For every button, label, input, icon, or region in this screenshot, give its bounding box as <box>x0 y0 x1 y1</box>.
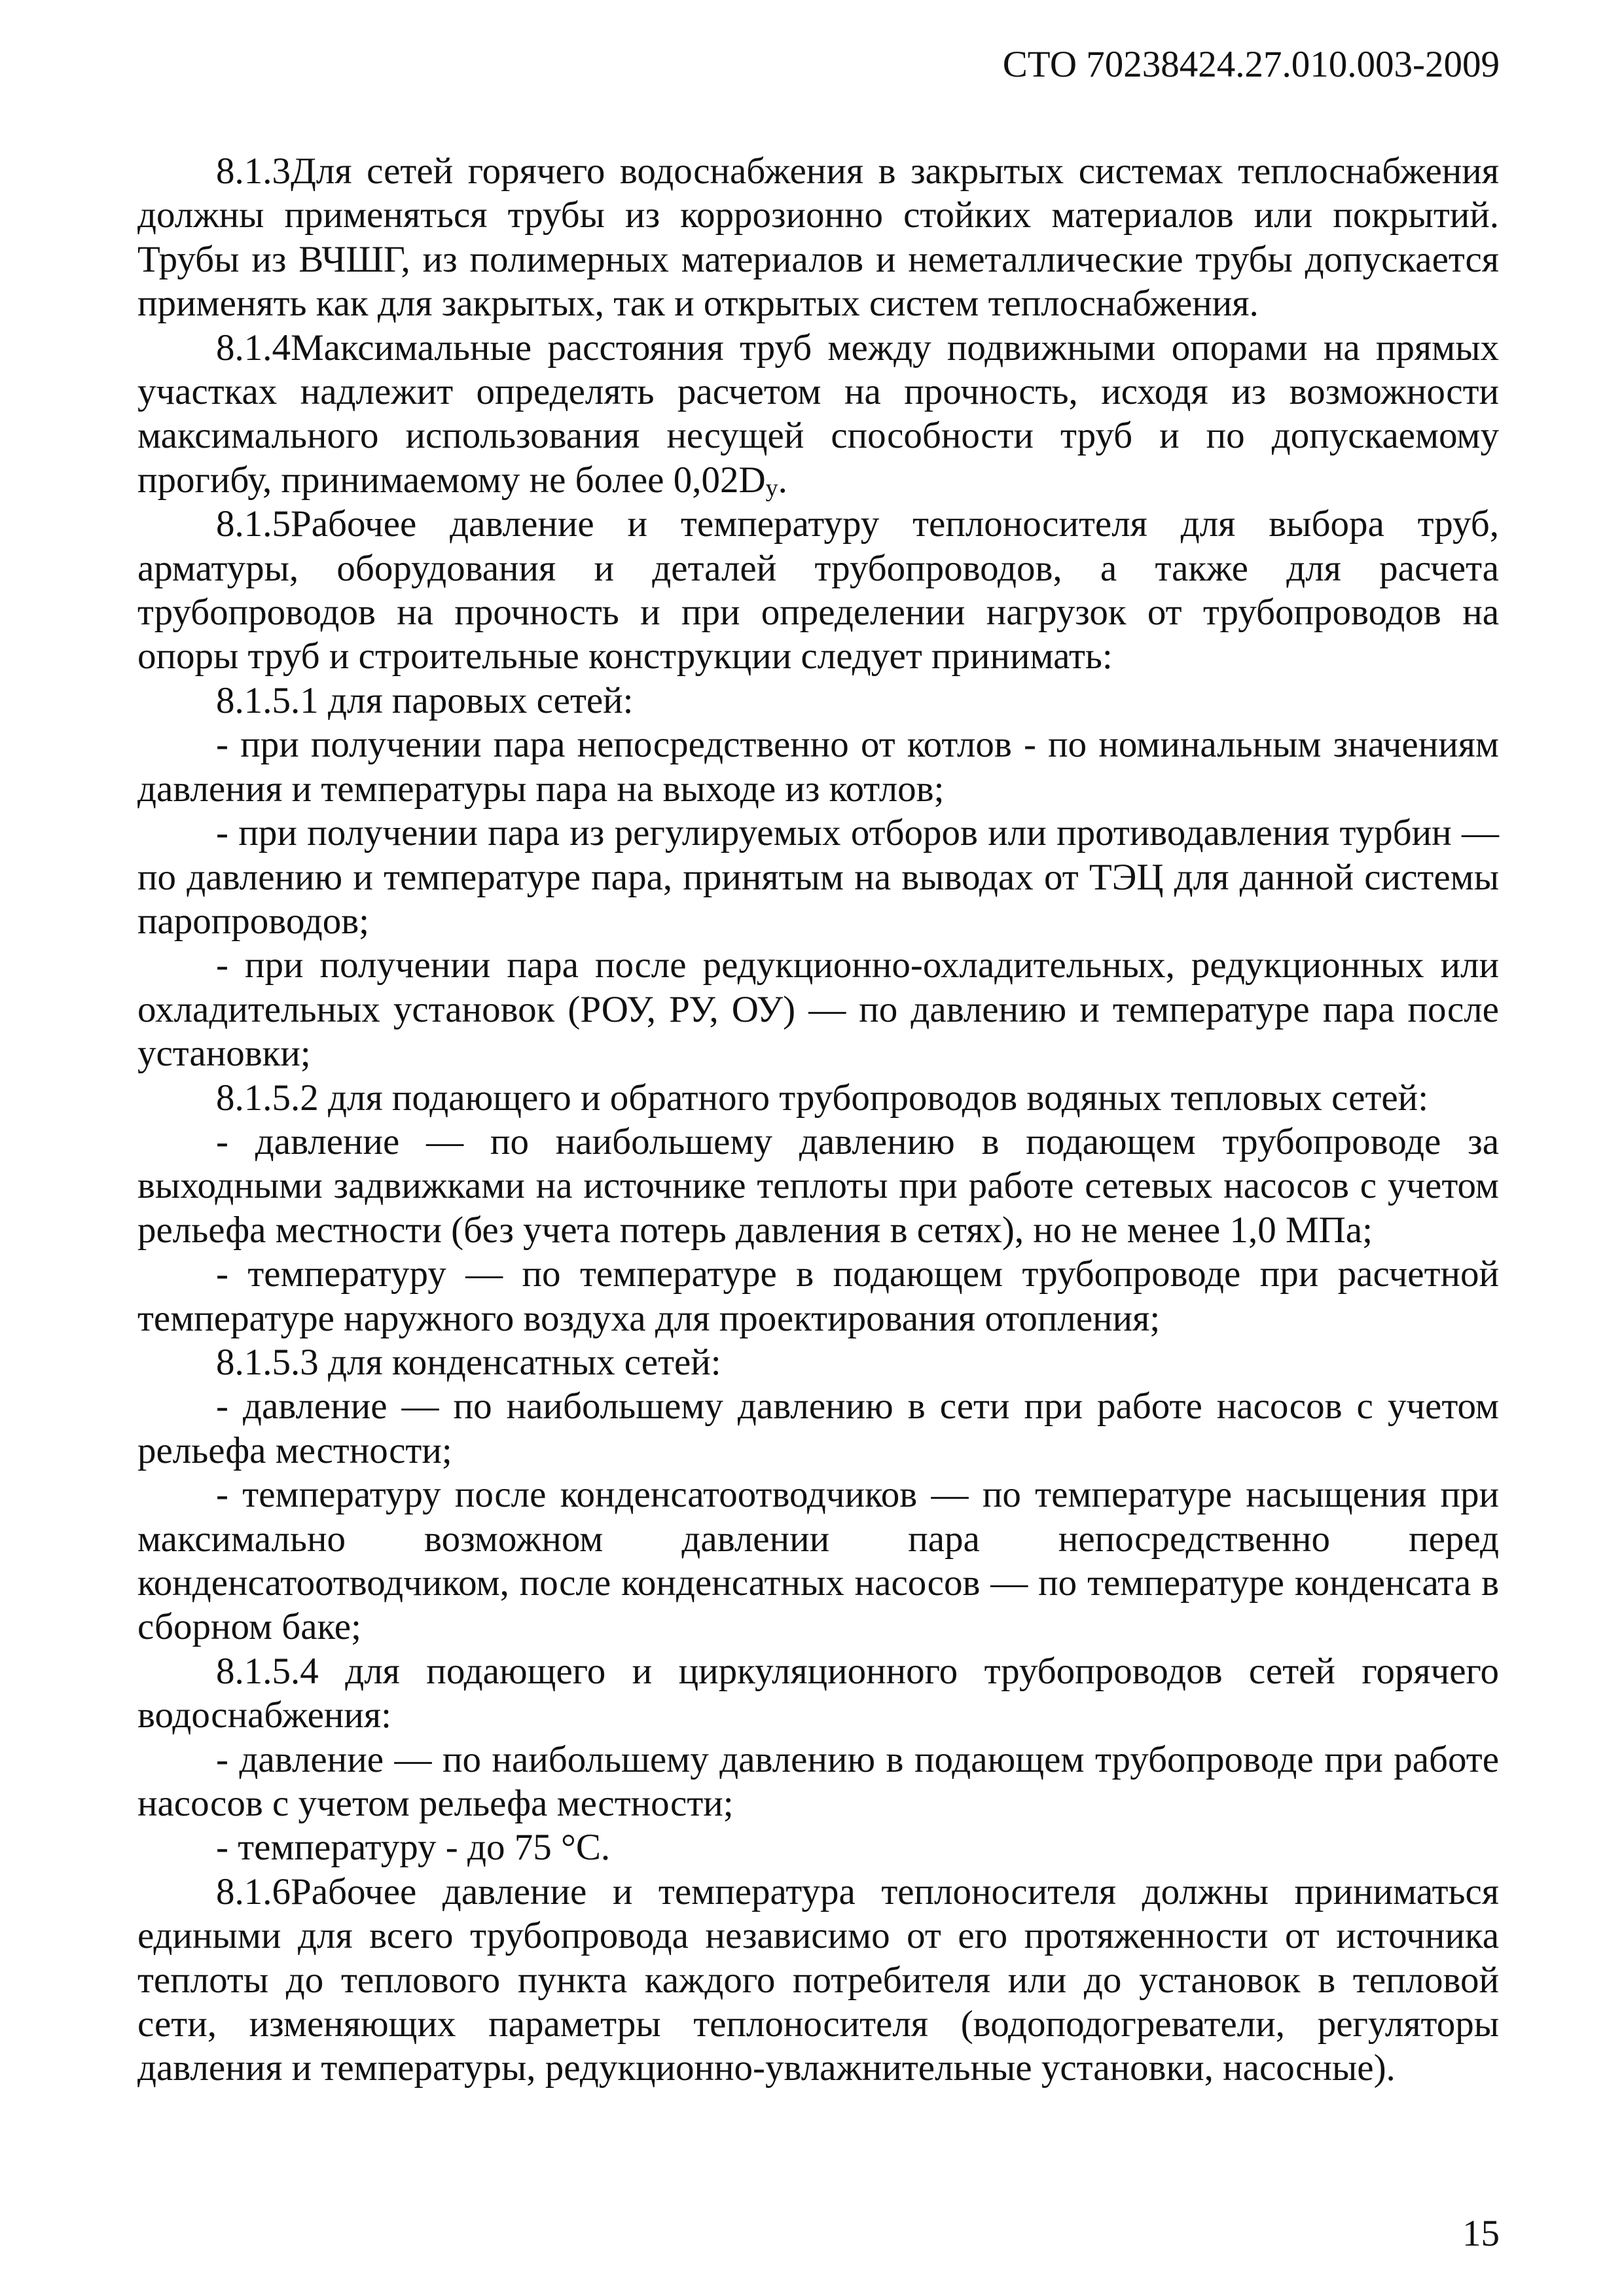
list-item-8-1-5-1-a: - при получении пара непосредственно от котлов - по номинальным значениям давления и температуры пара на выходе из котлов; <box>137 724 1499 810</box>
paragraph-8-1-5-4: 8.1.5.4 для подающего и циркуляционного трубопроводов сетей горячего водоснабжения: <box>137 1650 1499 1736</box>
list-item-8-1-5-3-a: - давление — по наибольшему давлению в сети при работе насосов с учетом рельефа местности; <box>137 1386 1499 1471</box>
list-item-8-1-5-1-c: - при получении пара после редукционно-охладительных, редукционных или охладительных установок (РОУ, РУ, ОУ) — по давлению и температуре пара после установки; <box>137 944 1499 1075</box>
paragraph-8-1-4-end: . <box>778 459 787 501</box>
paragraph-8-1-5-2: 8.1.5.2 для подающего и обратного трубопроводов водяных тепловых сетей: <box>216 1077 1429 1119</box>
list-item-8-1-5-4-a: - давление — по наибольшему давлению в подающем трубопроводе при работе насосов с учетом рельефа местности; <box>137 1738 1499 1825</box>
list-item-8-1-5-2-a: - давление — по наибольшему давлению в подающем трубопроводе за выходными задвижками на источнике теплоты при работе сетевых насосов с учетом рельефа местности (без учета потерь давления в сетях), но не менее 1,0 МПа; <box>137 1121 1499 1251</box>
paragraph-8-1-4 <box>137 326 1499 503</box>
page-number: 15 <box>1462 2213 1500 2254</box>
paragraph-8-1-5-3: 8.1.5.3 для конденсатных сетей: <box>216 1341 721 1383</box>
list-item-8-1-5-1-b: - при получении пара из регулируемых отборов или противодавления турбин — по давлению и температуре пара, принятым на выводах от ТЭЦ для данной системы паропроводов; <box>137 812 1499 942</box>
paragraph-8-1-4-text: 8.1.4Максимальные расстояния труб между подвижными опорами на прямых участках надлежит определять расчетом на прочность, исходя из возможности максимального использования несущей способности труб и по допускаемому прогибу, принимаемому не более 0,02D <box>137 327 1499 501</box>
list-item-8-1-5-3-b: - температуру после конденсатоотводчиков — по температуре насыщения при максимально возможном давлении пара непосредственно перед конденсатоотводчиком, после конденсатных насосов — по температуре конденсата в сборном баке; <box>137 1474 1499 1648</box>
paragraph-8-1-5: 8.1.5Рабочее давление и температуру теплоносителя для выбора труб, арматуры, оборудования и деталей трубопроводов, а также для расчета трубопроводов на прочность и при определении нагрузок от трубопроводов на опоры труб и строительные конструкции следует принимать: <box>137 503 1499 677</box>
document-body <box>137 149 1499 2090</box>
subscript-y: у <box>765 474 778 502</box>
document-code-header: СТО 70238424.27.010.003-2009 <box>1002 44 1500 85</box>
list-item-8-1-5-2-b: - температуру — по температуре в подающем трубопроводе при расчетной температуре наружного воздуха для проектирования отопления; <box>137 1253 1499 1339</box>
paragraph-8-1-5-1: 8.1.5.1 для паровых сетей: <box>216 679 634 721</box>
paragraph-8-1-6: 8.1.6Рабочее давление и температура теплоносителя должны приниматься едиными для всего трубопровода независимо от его протяженности от источника теплоты до теплового пункта каждого потребителя или до установок в тепловой сети, изменяющих параметры теплоносителя (водоподогреватели, регуляторы давления и температуры, редукционно-увлажнительные установки, насосные). <box>137 1871 1499 2089</box>
list-item-8-1-5-4-b: - температуру - до 75 °С. <box>216 1827 611 1869</box>
paragraph-8-1-3: 8.1.3Для сетей горячего водоснабжения в закрытых системах теплоснабжения должны применяться трубы из коррозионно стойких материалов или покрытий. Трубы из ВЧШГ, из полимерных материалов и неметаллические трубы допускается применять как для закрытых, так и открытых систем теплоснабжения. <box>137 151 1499 325</box>
